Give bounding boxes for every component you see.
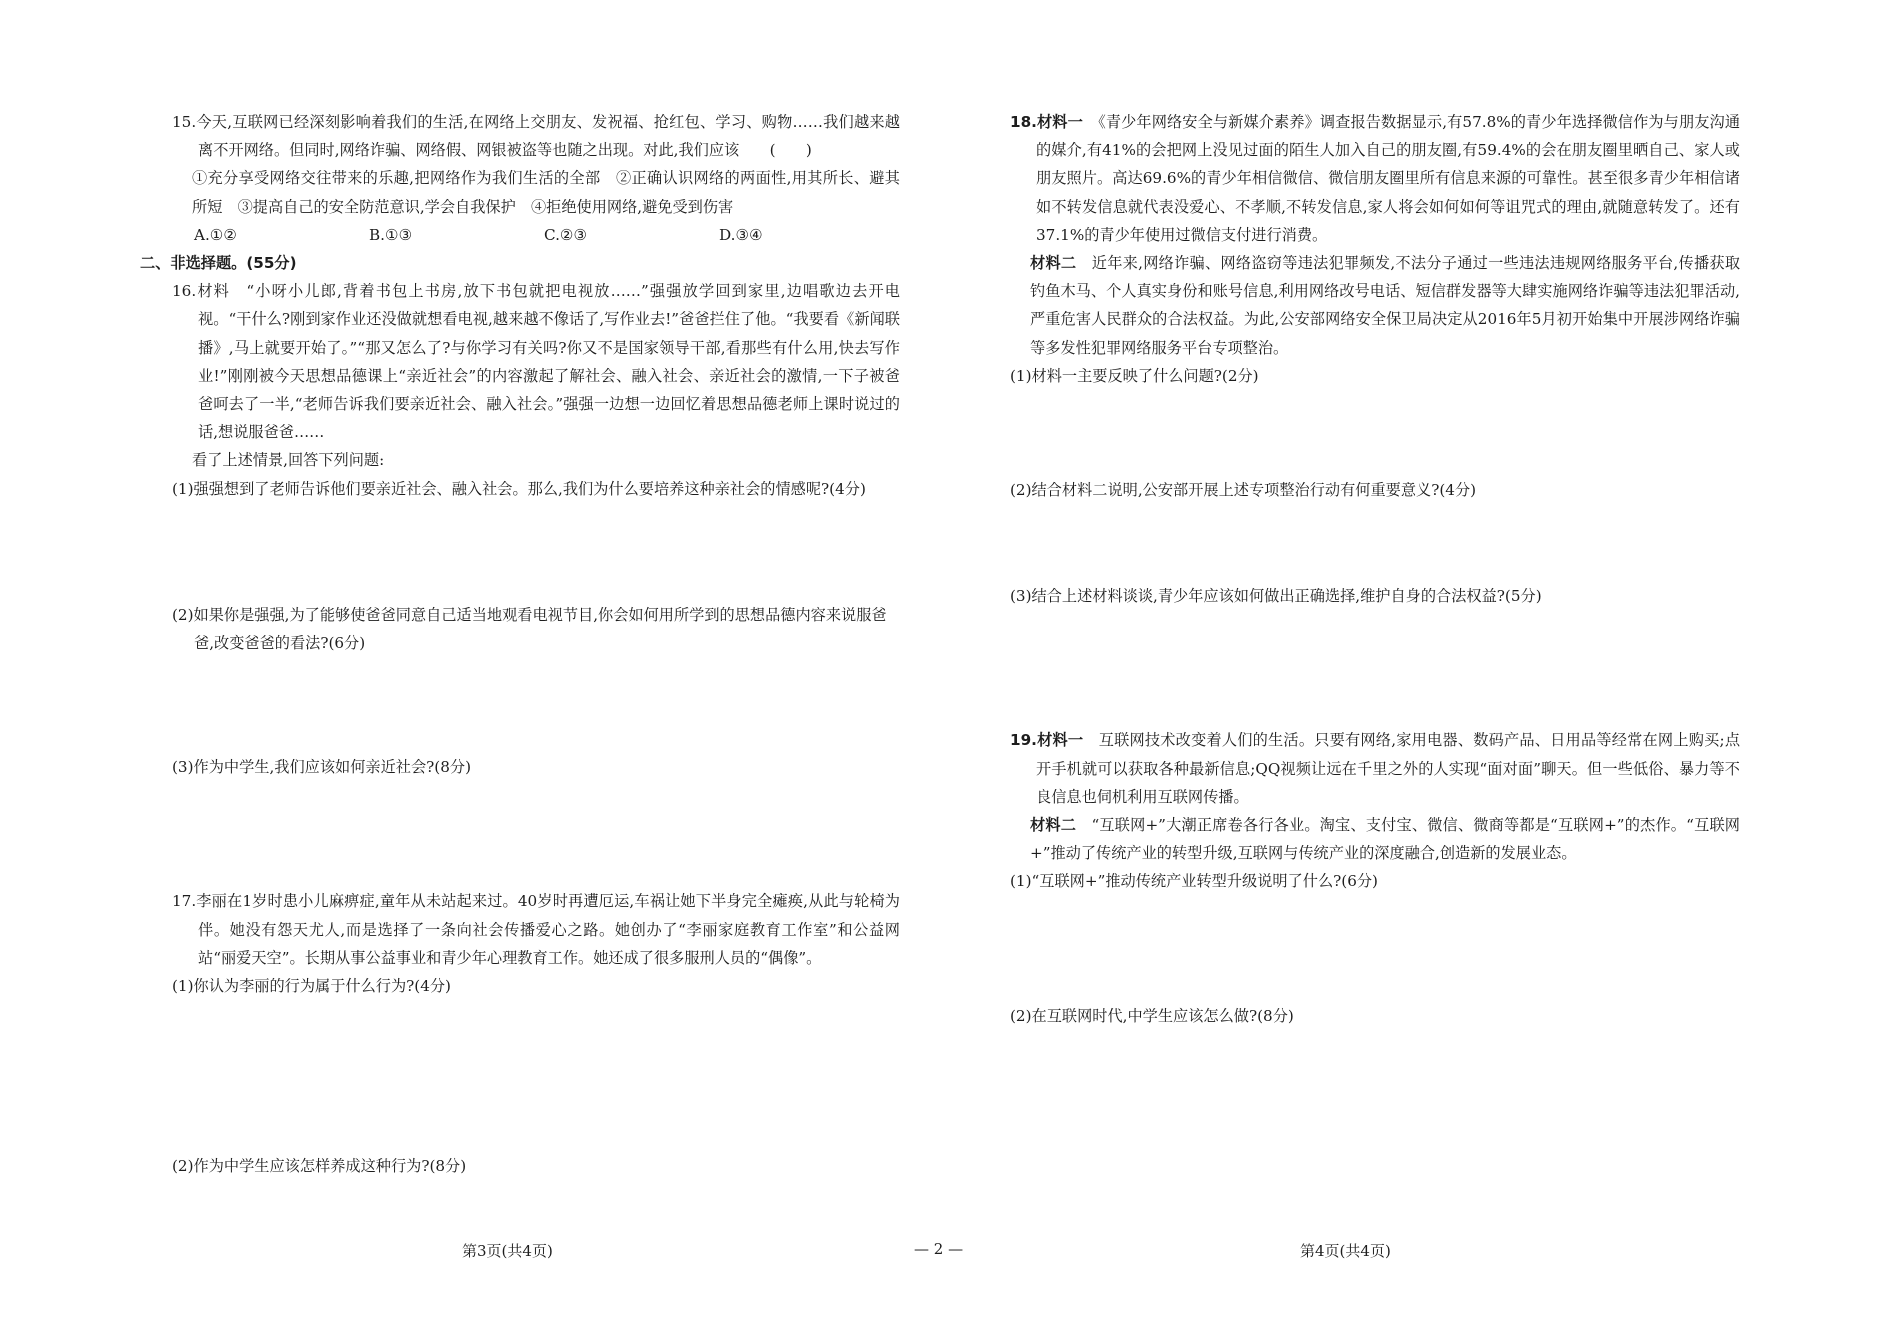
q15-statements: ①充分享受网络交往带来的乐趣,把网络作为我们生活的全部 ②正确认识网络的两面性,用其所长、避其所短 ③提高自己的安全防范意识,学会自我保护 ④拒绝使用网络,避免受到伤害 — [192, 169, 900, 216]
q19-material1 — [1010, 726, 1740, 811]
q17-sub1: (1)你认为李丽的行为属于什么行为?(4分) — [172, 977, 451, 996]
q16-sub2: (2)如果你是强强,为了能够使爸爸同意自己适当地观看电视节目,你会如何用所学到的思想品德内容来说服爸爸,改变爸爸的看法?(6分) — [172, 605, 887, 653]
q16-sub3: (3)作为中学生,我们应该如何亲近社会?(8分) — [172, 758, 471, 777]
answer-space — [1010, 896, 1740, 1002]
q19-sub2: (2)在互联网时代,中学生应该怎么做?(8分) — [1010, 1006, 1294, 1025]
q15-option-c: C.②③ — [544, 225, 588, 244]
q15-option-b: B.①③ — [369, 225, 413, 244]
answer-space — [1010, 504, 1740, 582]
q18-sub1: (1)材料一主要反映了什么问题?(2分) — [1010, 366, 1259, 385]
q19-sub1: (1)“互联网+”推动传统产业转型升级说明了什么?(6分) — [1010, 872, 1378, 891]
section-heading-nonchoice: 二、非选择题。(55分) — [140, 254, 297, 273]
page-number-right: 第4页(共4页) — [1300, 1242, 1391, 1260]
q18-material1-label: 18.材料一 — [1010, 113, 1083, 131]
q18-sub2: (2)结合材料二说明,公安部开展上述专项整治行动有何重要意义?(4分) — [1010, 481, 1477, 500]
page-number-left: 第3页(共4页) — [462, 1242, 553, 1260]
q19-material2 — [1010, 811, 1740, 867]
q15-option-d: D.③④ — [719, 225, 763, 244]
q16-prompt: 看了上述情景,回答下列问题: — [192, 451, 385, 470]
q19-material2-label: 材料二 — [1030, 816, 1077, 835]
right-column — [1010, 108, 1740, 1030]
answer-space — [1010, 610, 1740, 726]
q18-material1 — [1010, 108, 1740, 249]
q17-sub2: (2)作为中学生应该怎样养成这种行为?(8分) — [172, 1157, 467, 1176]
answer-space — [172, 503, 900, 601]
answer-space — [172, 781, 900, 887]
q18-material2-text: 近年来,网络诈骗、网络盗窃等违法犯罪频发,不法分子通过一些违法违规网络服务平台,传播获取钓鱼木马、个人真实身份和账号信息,利用网络改号电话、短信群发器等大肆实施网络诈骗等违法犯罪活动,严重危害人民群众的合法权益。为此,公安部网络安全保卫局决定从2016年5月初开始集中开展涉网络诈骗等多发性犯罪网络服务平台专项整治。 — [1030, 254, 1741, 357]
q16-material: 16.材料 “小呀小儿郎,背着书包上书房,放下书包就把电视放……”强强放学回到家里,边唱歌边去开电视。“干什么?刚到家作业还没做就想看电视,越来越不像话了,写作业去!”爸爸拦住了他。“我要看《新闻联播》,马上就要开始了。”“那又怎么了?与你学习有关吗?你又不是国家领导干部,看那些有什么用,快去写作业!”刚刚被今天思想品德课上“亲近社会”的内容激起了解社会、融入社会、亲近社会的激情,一下子被爸爸呵去了一半,“老师告诉我们要亲近社会、融入社会。”强强一边想一边回忆着思想品德老师上课时说过的话,想说服爸爸…… — [172, 282, 900, 442]
q19-material2-text: “互联网+”大潮正席卷各行各业。淘宝、支付宝、微信、微商等都是“互联网+”的杰作。“互联网+”推动了传统产业的转型升级,互联网与传统产业的深度融合,创造新的发展业态。 — [1030, 816, 1740, 863]
q18-material1-text: 《青少年网络安全与新媒介素养》调查报告数据显示,有57.8%的青少年选择微信作为与朋友沟通的媒介,有41%的会把网上没见过面的陌生人加入自己的朋友圈,有59.4%的会在朋友圈里晒自己、家人或朋友照片。高达69.6%的青少年相信微信、微信朋友圈里所有信息来源的可靠性。甚至很多青少年相信诸如不转发信息就代表没爱心、不孝顺,不转发信息,家人将会如何如何等诅咒式的理由,就随意转发了。还有37.1%的青少年使用过微信支付进行消费。 — [1036, 113, 1741, 244]
left-column — [140, 108, 900, 1180]
q18-material2 — [1010, 249, 1740, 362]
answer-space — [172, 657, 900, 753]
q15-options — [172, 221, 900, 249]
q16-sub1: (1)强强想到了老师告诉他们要亲近社会、融入社会。那么,我们为什么要培养这种亲社会的情感呢?(4分) — [172, 479, 866, 498]
q17-material: 17.李丽在1岁时患小儿麻痹症,童年从未站起来过。40岁时再遭厄运,车祸让她下半身完全瘫痪,从此与轮椅为伴。她没有怨天尤人,而是选择了一条向社会传播爱心之路。她创办了“李丽家庭教育工作室”和公益网站“丽爱天空”。长期从事公益事业和青少年心理教育工作。她还成了很多服刑人员的“偶像”。 — [172, 892, 900, 967]
q15-stem: 15.今天,互联网已经深刻影响着我们的生活,在网络上交朋友、发祝福、抢红包、学习、购物……我们越来越离不开网络。但同时,网络诈骗、网络假、网银被盗等也随之出现。对此,我们应该 ( ) — [172, 113, 900, 160]
q18-material2-label: 材料二 — [1030, 254, 1077, 273]
q15-option-a: A.①② — [194, 225, 238, 244]
answer-space — [1010, 390, 1740, 476]
q19-material1-label: 19.材料一 — [1010, 731, 1084, 750]
q18-sub3: (3)结合上述材料谈谈,青少年应该如何做出正确选择,维护自身的合法权益?(5分) — [1010, 587, 1542, 606]
q19-material1-text: 互联网技术改变着人们的生活。只要有网络,家用电器、数码产品、日用品等经常在网上购买;点开手机就可以获取各种最新信息;QQ视频让远在千里之外的人实现“面对面”聊天。但一些低俗、暴力等不良信息也伺机利用互联网传播。 — [1036, 731, 1741, 806]
answer-space — [172, 1000, 900, 1152]
sheet-number: — 2 — — [914, 1240, 964, 1258]
